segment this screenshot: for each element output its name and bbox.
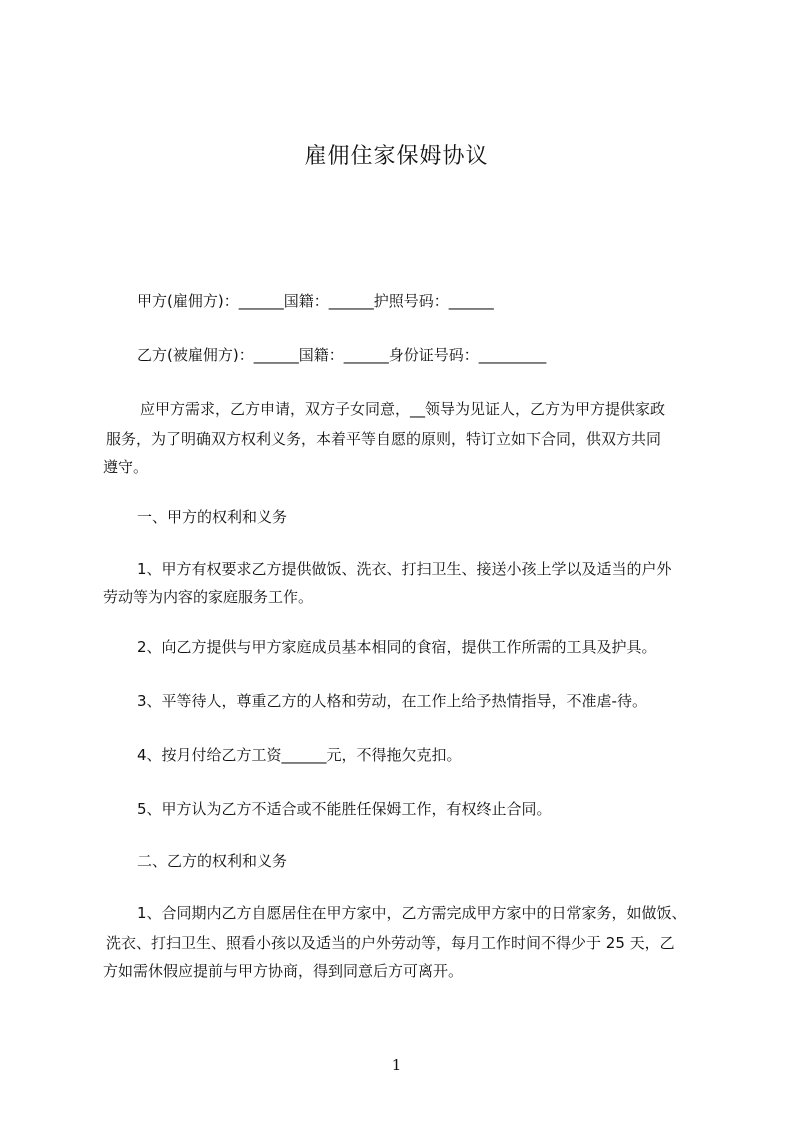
section-1-item-1-line-1: 1、甲方有权要求乙方提供做饭、洗衣、打扫卫生、接送小孩上学以及适当的户外 [137, 560, 672, 578]
section-2-item-1-line-2: 洗衣、打扫卫生、照看小孩以及适当的户外劳动等，每月工作时间不得少于 25 天，乙 [106, 934, 675, 952]
section-2-item-1-line-3: 方如需休假应提前与甲方协商，得到同意后方可离开。 [103, 962, 464, 980]
page-number: 1 [391, 1056, 402, 1074]
intro-line-1: 应甲方需求，乙方申请，双方子女同意，__领导为见证人，乙方为甲方提供家政 [140, 400, 666, 418]
section-1-item-3: 3、平等待人，尊重乙方的人格和劳动，在工作上给予热情指导，不准虐-待。 [137, 692, 647, 710]
section-1-item-4: 4、按月付给乙方工资______元，不得拖欠克扣。 [137, 746, 462, 764]
section-2-heading: 二、乙方的权利和义务 [137, 852, 288, 870]
intro-line-2: 服务，为了明确双方权利义务，本着平等自愿的原则，特订立如下合同，供双方共同 [106, 430, 662, 448]
intro-line-3: 遵守。 [103, 458, 149, 476]
section-1-item-2: 2、向乙方提供与甲方家庭成员基本相同的食宿，提供工作所需的工具及护具。 [137, 638, 657, 656]
section-1-heading: 一、甲方的权利和义务 [137, 508, 288, 526]
party-a-line: 甲方(雇佣方)：______国籍：______护照号码：______ [137, 292, 494, 310]
document-title: 雇佣住家保姆协议 [304, 144, 489, 169]
section-2-item-1-line-1: 1、合同期内乙方自愿居住在甲方家中，乙方需完成甲方家中的日常家务，如做饭、 [137, 904, 687, 922]
section-1-item-1-line-2: 劳动等为内容的家庭服务工作。 [103, 588, 314, 606]
party-b-line: 乙方(被雇佣方)：______国籍：______身份证号码：_________ [137, 346, 547, 364]
section-1-item-5: 5、甲方认为乙方不适合或不能胜任保姆工作，有权终止合同。 [137, 800, 552, 818]
